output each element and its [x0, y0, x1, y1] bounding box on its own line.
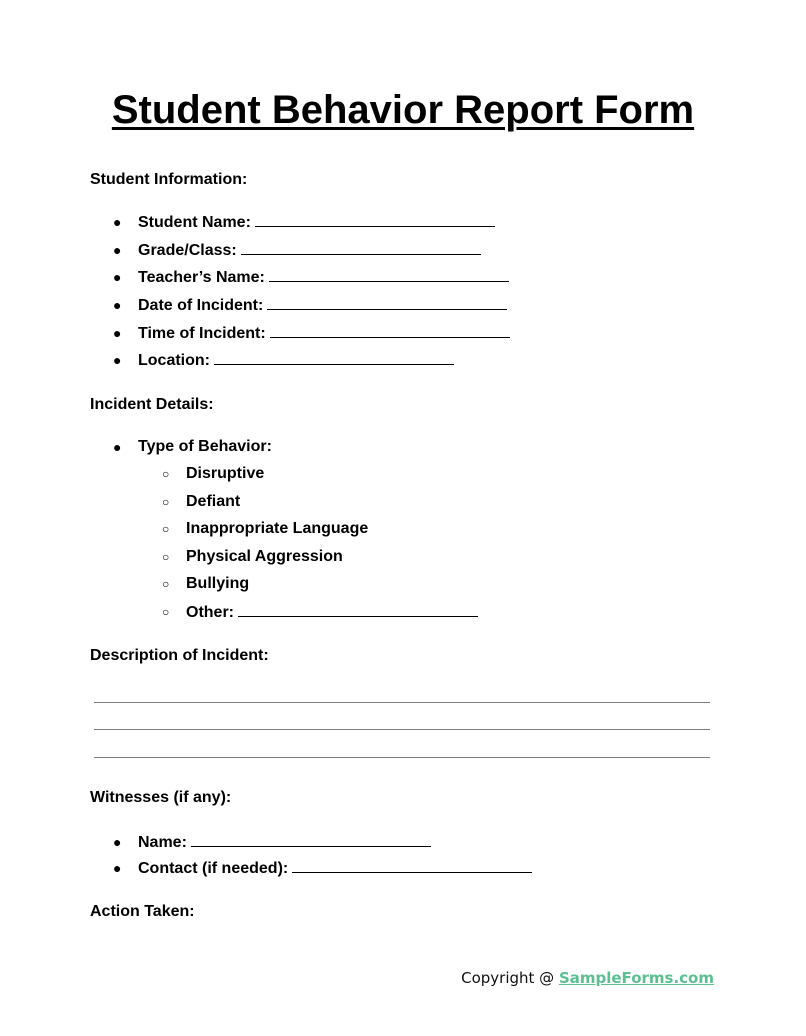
grade-class-input[interactable]	[241, 240, 481, 255]
circle-bullet-icon	[162, 602, 169, 622]
type-of-behavior-label: Type of Behavior:	[138, 438, 272, 455]
circle-bullet-icon	[162, 547, 169, 567]
description-line-2[interactable]	[94, 729, 710, 730]
field-label: Location:	[138, 352, 210, 369]
time-of-incident-input[interactable]	[270, 323, 510, 338]
option-other	[186, 602, 478, 623]
field-label: Date of Incident:	[138, 297, 264, 314]
other-behavior-input[interactable]	[238, 602, 478, 617]
bullet-icon	[113, 350, 121, 370]
field-grade-class	[138, 240, 481, 261]
option-defiant[interactable]: Defiant	[186, 493, 241, 510]
bullet-icon	[113, 267, 121, 287]
student-name-input[interactable]	[255, 212, 495, 227]
copyright-text: Copyright @	[461, 969, 559, 987]
section-heading-witnesses: Witnesses (if any):	[90, 789, 232, 806]
option-other-label[interactable]: Other:	[186, 604, 234, 621]
field-student-name	[138, 212, 495, 233]
section-heading-student-info: Student Information:	[90, 171, 248, 188]
field-witness-contact	[138, 858, 532, 879]
circle-bullet-icon	[162, 519, 169, 539]
field-teacher-name	[138, 267, 509, 288]
option-disruptive[interactable]: Disruptive	[186, 465, 265, 482]
description-line-3[interactable]	[94, 757, 710, 758]
field-label: Contact (if needed):	[138, 860, 289, 877]
date-of-incident-input[interactable]	[267, 295, 507, 310]
copyright-footer	[461, 968, 714, 988]
bullet-icon	[113, 832, 121, 852]
field-time-of-incident	[138, 323, 510, 344]
field-label: Teacher’s Name:	[138, 269, 265, 286]
bullet-icon	[113, 212, 121, 232]
section-heading-action-taken: Action Taken:	[90, 903, 195, 920]
sampleforms-link[interactable]: SampleForms.com	[558, 969, 714, 987]
field-date-of-incident	[138, 295, 507, 316]
witness-name-input[interactable]	[191, 832, 431, 847]
bullet-icon	[113, 858, 121, 878]
option-bullying[interactable]: Bullying	[186, 575, 250, 592]
field-label: Time of Incident:	[138, 325, 266, 342]
bullet-icon	[113, 437, 121, 457]
section-heading-incident-details: Incident Details:	[90, 396, 214, 413]
circle-bullet-icon	[162, 492, 169, 512]
option-physical-aggression[interactable]: Physical Aggression	[186, 548, 343, 565]
location-input[interactable]	[214, 350, 454, 365]
page-title: Student Behavior Report Form	[111, 88, 695, 132]
circle-bullet-icon	[162, 574, 169, 594]
field-witness-name	[138, 832, 431, 853]
teacher-name-input[interactable]	[269, 267, 509, 282]
witness-contact-input[interactable]	[292, 858, 532, 873]
option-inappropriate-language[interactable]: Inappropriate Language	[186, 520, 369, 537]
bullet-icon	[113, 323, 121, 343]
description-line-1[interactable]	[94, 702, 710, 703]
field-label: Name:	[138, 834, 187, 851]
bullet-icon	[113, 240, 121, 260]
field-label: Grade/Class:	[138, 242, 237, 259]
section-heading-description: Description of Incident:	[90, 647, 269, 664]
field-label: Student Name:	[138, 214, 251, 231]
circle-bullet-icon	[162, 464, 169, 484]
bullet-icon	[113, 295, 121, 315]
field-location	[138, 350, 454, 371]
